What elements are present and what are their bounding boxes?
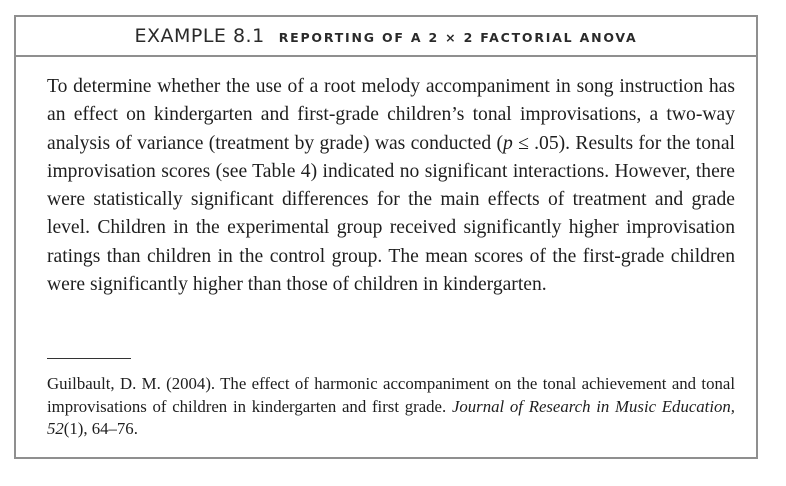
- footnote-rule: [47, 358, 131, 359]
- reference-journal: Journal of Research in Music Education, 52: [47, 396, 735, 438]
- p-symbol: p: [502, 132, 513, 154]
- example-header: [16, 17, 756, 57]
- reference-issue-pages: (1), 64–76.: [63, 419, 138, 438]
- example-box: [14, 15, 758, 459]
- example-paragraph: To determine whether the use of a root melody accompaniment in song instruction has an effect on kindergarten and first-grade children’s tonal improvisations, a two-way analysis of variance (treatment by grade) was conducted (p ≤ .05). Results for the tonal improvisation scores (see Table 4) indicated no significant interactions. However, there were statistically significant differences for the main effects of treatment and grade level. Children in the experimental group received significantly higher improvisation ratings than children in the control group. The mean scores of the first-grade children were significantly higher than those of children in kindergarten.: [47, 76, 735, 296]
- example-title: REPORTING OF A 2 × 2 FACTORIAL ANOVA: [278, 30, 638, 45]
- reference-citation: [47, 373, 735, 441]
- reference-authors-title: Guilbault, D. M. (2004). The effect of harmonic accompaniment on the tonal achievement and tonal improvisations of children in kindergarten and first grade.: [47, 374, 735, 416]
- example-number: EXAMPLE 8.1: [134, 25, 265, 47]
